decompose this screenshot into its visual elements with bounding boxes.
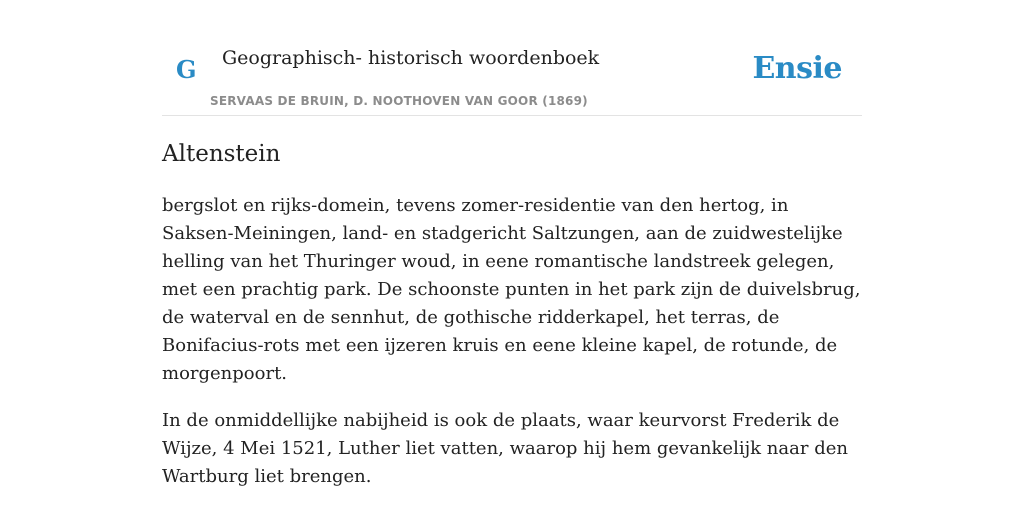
entry-body bbox=[162, 192, 862, 510]
content-container bbox=[162, 0, 862, 487]
book-logo-icon[interactable]: G bbox=[176, 55, 197, 84]
entry-paragraph: bergslot en rijks-domein, tevens zomer-residentie van den hertog, in Saksen-Meiningen, land- en stadgericht Saltzungen, aan de zuidwestelijke helling van het Thuringer woud, in eene romantische landstreek gelegen, met een prachtig park. De schoonste punten in het park zijn de duivelsbrug, de waterval en de sennhut, de gothische ridderkapel, het terras, de Bonifacius-rots met een ijzeren kruis en eene kleine kapel, de rotunde, de morgenpoort. bbox=[162, 195, 861, 384]
entry-paragraph: In de onmiddellijke nabijheid is ook de plaats, waar keurvorst Frederik de Wijze, 4 Mei 1521, Luther liet vatten, waarop hij hem gevankelijk naar den Wartburg liet brengen. bbox=[162, 410, 848, 487]
entry-title: Altenstein bbox=[162, 141, 281, 167]
header bbox=[162, 0, 862, 116]
book-title[interactable]: Geographisch- historisch woordenboek bbox=[222, 47, 600, 69]
book-author: SERVAAS DE BRUIN, D. NOOTHOVEN VAN GOOR (1869) bbox=[210, 94, 588, 108]
brand-logo[interactable]: Ensie bbox=[752, 51, 842, 86]
